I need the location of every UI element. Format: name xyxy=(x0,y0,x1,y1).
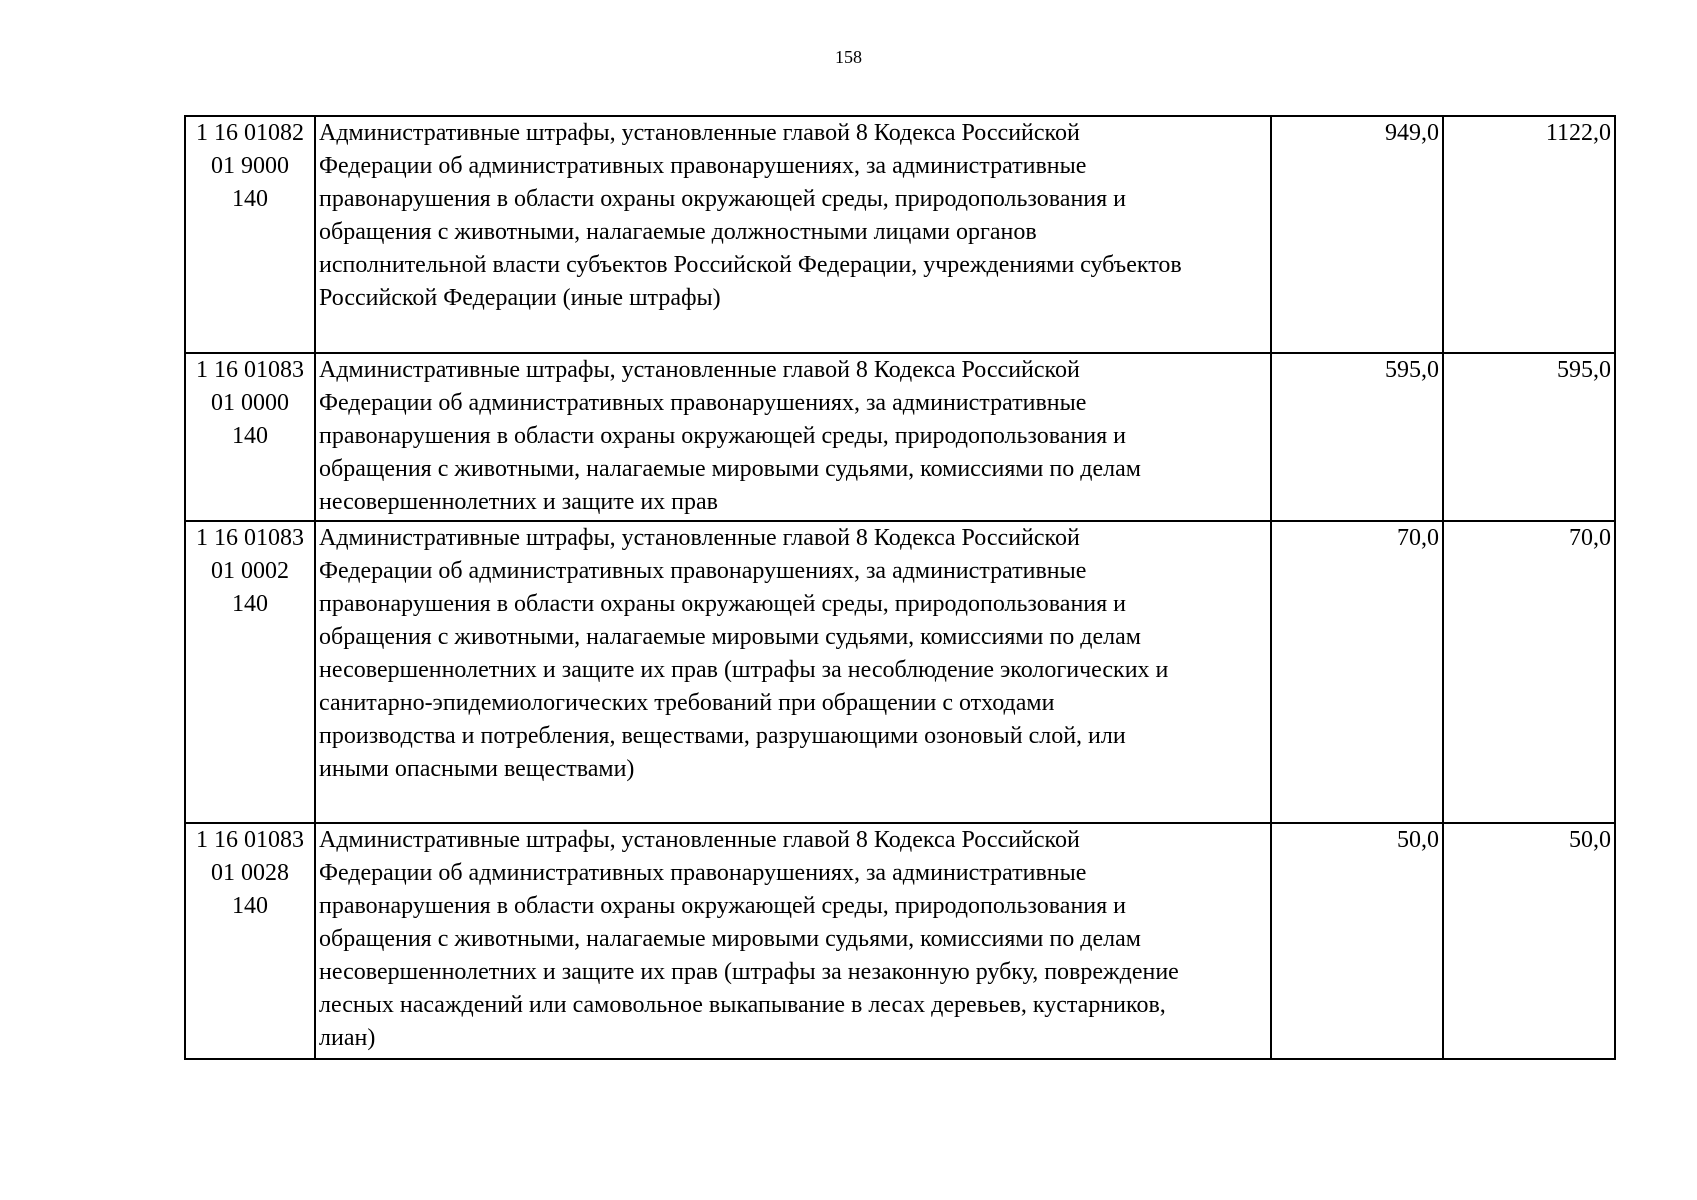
value-cell-1: 50,0 xyxy=(1271,823,1443,1059)
code-line: 140 xyxy=(232,186,268,212)
value-cell-2: 1122,0 xyxy=(1443,116,1615,353)
code-line: 01 9000 xyxy=(211,153,289,179)
table-row xyxy=(185,521,1615,823)
code-line: 1 16 01083 xyxy=(196,525,304,551)
code-line: 01 0028 xyxy=(211,860,289,886)
value-cell-2: 70,0 xyxy=(1443,521,1615,823)
code-line: 1 16 01083 xyxy=(196,827,304,853)
description-cell: Административные штрафы, установленные главой 8 Кодекса Российской Федерации об административных правонарушениях, за административные правонарушения в области охраны окружающей среды, природопользования и обращения с животными, налагаемые мировыми судьями, комиссиями по делам несовершеннолетних и защите их прав (штрафы за незаконную рубку, повреждение лесных насаждений или самовольное выкапывание в лесах деревьев, кустарников, лиан) xyxy=(315,823,1271,1059)
page-number: 158 xyxy=(835,47,862,67)
table-row xyxy=(185,116,1615,353)
value-cell-2: 50,0 xyxy=(1443,823,1615,1059)
revenue-code-cell xyxy=(185,353,315,521)
code-line: 140 xyxy=(232,591,268,617)
code-line: 01 0002 xyxy=(211,558,289,584)
description-cell: Административные штрафы, установленные главой 8 Кодекса Российской Федерации об административных правонарушениях, за административные правонарушения в области охраны окружающей среды, природопользования и обращения с животными, налагаемые мировыми судьями, комиссиями по делам несовершеннолетних и защите их прав (штрафы за несоблюдение экологических и санитарно-эпидемиологических требований при обращении с отходами производства и потребления, веществами, разрушающими озоновый слой, или иными опасными веществами) xyxy=(315,521,1271,823)
revenue-code-cell xyxy=(185,823,315,1059)
value-cell-1: 595,0 xyxy=(1271,353,1443,521)
revenue-code-cell xyxy=(185,116,315,353)
value-cell-2: 595,0 xyxy=(1443,353,1615,521)
table-row xyxy=(185,353,1615,521)
budget-revenue-table xyxy=(184,115,1616,1060)
code-line: 140 xyxy=(232,893,268,919)
code-line: 1 16 01083 xyxy=(196,357,304,383)
code-line: 1 16 01082 xyxy=(196,120,304,146)
code-line: 140 xyxy=(232,423,268,449)
description-cell: Административные штрафы, установленные главой 8 Кодекса Российской Федерации об административных правонарушениях, за административные правонарушения в области охраны окружающей среды, природопользования и обращения с животными, налагаемые мировыми судьями, комиссиями по делам несовершеннолетних и защите их прав xyxy=(315,353,1271,521)
table-row xyxy=(185,823,1615,1059)
value-cell-1: 70,0 xyxy=(1271,521,1443,823)
description-cell: Административные штрафы, установленные главой 8 Кодекса Российской Федерации об административных правонарушениях, за административные правонарушения в области охраны окружающей среды, природопользования и обращения с животными, налагаемые должностными лицами органов исполнительной власти субъектов Российской Федерации, учреждениями субъектов Российской Федерации (иные штрафы) xyxy=(315,116,1271,353)
code-line: 01 0000 xyxy=(211,390,289,416)
revenue-code-cell xyxy=(185,521,315,823)
value-cell-1: 949,0 xyxy=(1271,116,1443,353)
